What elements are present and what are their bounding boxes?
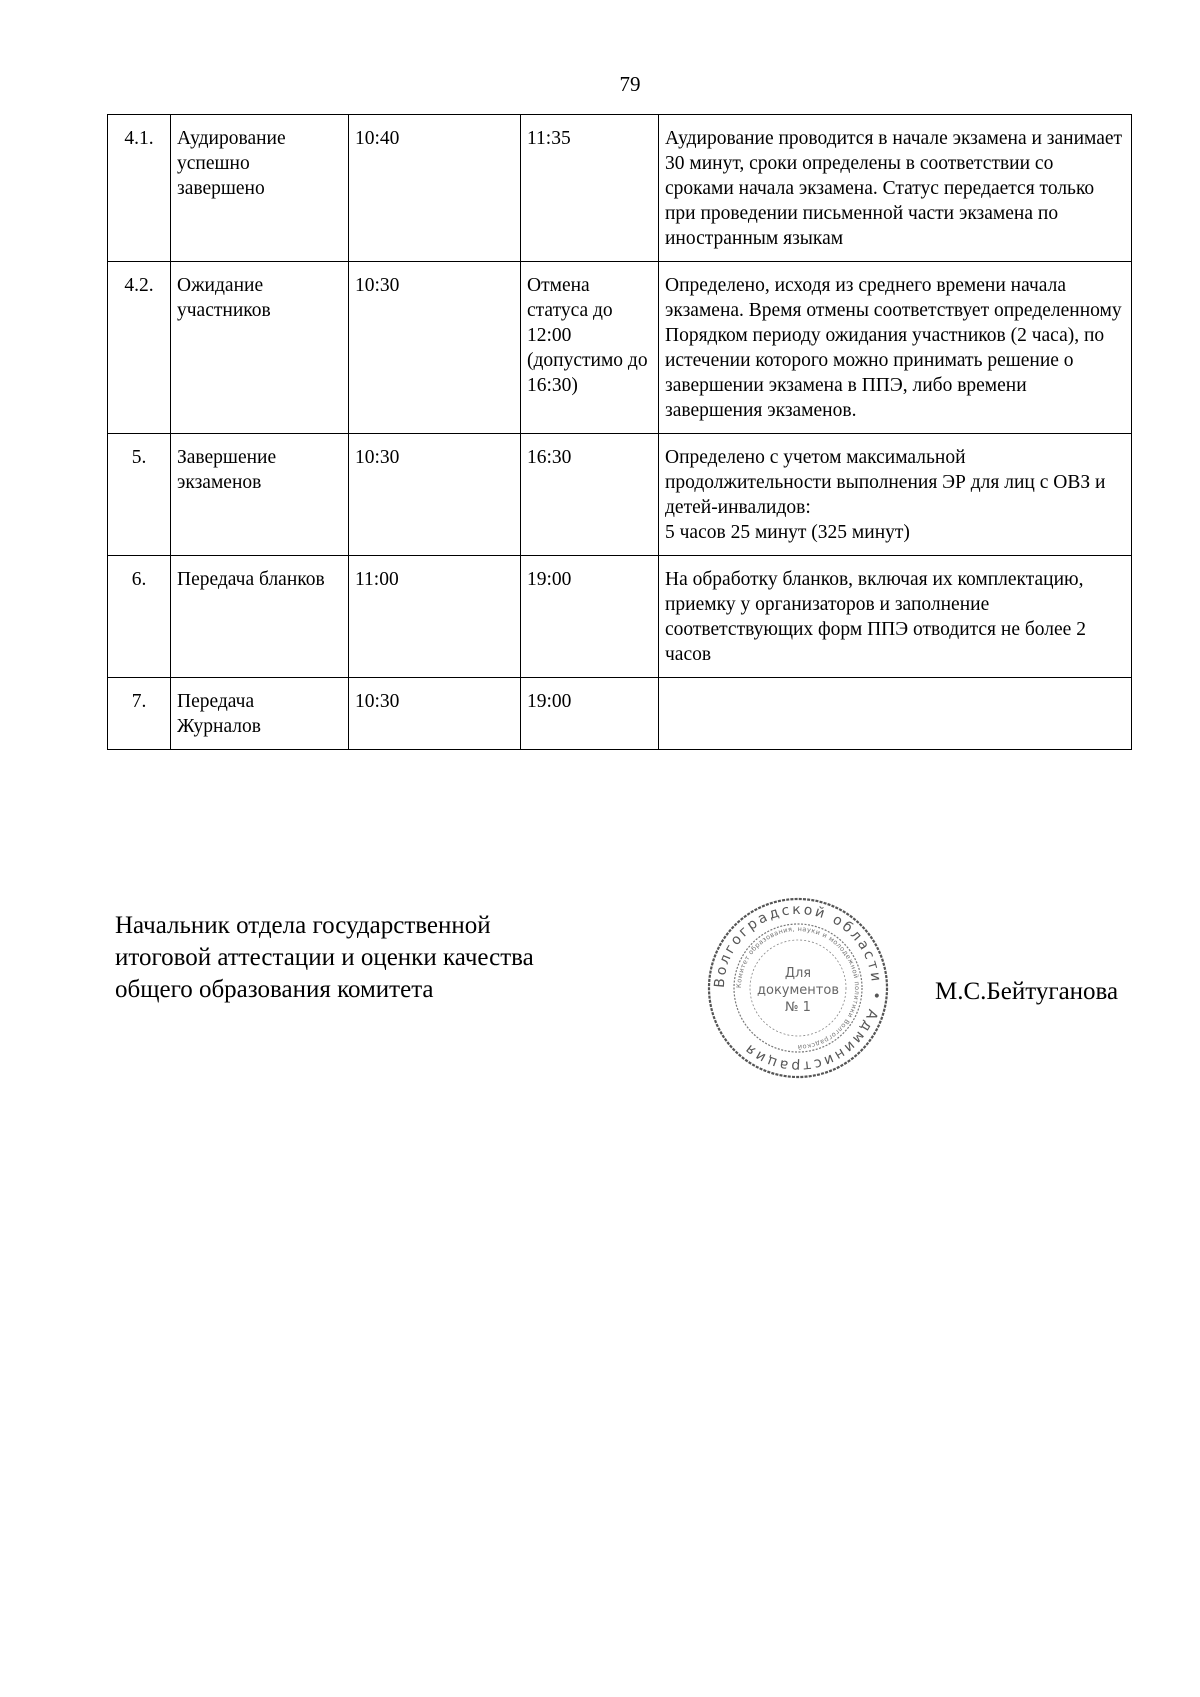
- row-number: 4.2.: [108, 262, 171, 434]
- status-name: Передача Журналов: [171, 678, 349, 750]
- page-number: 79: [619, 72, 641, 96]
- status-note: На обработку бланков, включая их комплектацию, приемку у организаторов и заполнение соответствующих форм ППЭ отводится не более 2 часов: [659, 556, 1132, 678]
- signer-position-line: итоговой аттестации и оценки качества: [115, 944, 534, 971]
- start-time: 10:40: [349, 115, 521, 262]
- start-time: 11:00: [349, 556, 521, 678]
- status-name: Завершение экзаменов: [171, 434, 349, 556]
- table-row: [108, 556, 1132, 678]
- status-note: Аудирование проводится в начале экзамена и занимает 30 минут, сроки определены в соответствии со сроками начала экзамена. Статус передается только при проведении письменной части экзамена по иностранным языкам: [659, 115, 1132, 262]
- end-time: 16:30: [521, 434, 659, 556]
- table-row: [108, 115, 1132, 262]
- row-number: 5.: [108, 434, 171, 556]
- row-number: 6.: [108, 556, 171, 678]
- status-note-extra: 5 часов 25 минут (325 минут): [665, 522, 910, 543]
- table-row: [108, 262, 1132, 434]
- signer-name: М.С.Бейтуганова: [935, 978, 1119, 1005]
- seal-center-line: № 1: [785, 1000, 811, 1015]
- signer-position-line: общего образования комитета: [115, 976, 434, 1003]
- seal-center-line: Для: [784, 966, 812, 981]
- table-row: [108, 434, 1132, 556]
- seal-outer-textpath: Волгоградской области • Администрация: [711, 901, 885, 1075]
- official-seal-stamp: [705, 895, 891, 1081]
- status-note: Определено, исходя из среднего времени начала экзамена. Время отмены соответствует определенному Порядком периоду ожидания участников (2 часа), по истечении которого можно принимать решение о завершении экзамена в ППЭ, либо времени завершения экзаменов.: [659, 262, 1132, 434]
- status-note: [659, 678, 1132, 750]
- end-time: 19:00: [521, 556, 659, 678]
- seal-center-line: документов: [757, 983, 839, 998]
- schedule-table: [107, 114, 1132, 750]
- seal-inner-textpath: Комитет образования, науки и молодежной политики Волгоградской: [734, 924, 862, 1052]
- row-number: 7.: [108, 678, 171, 750]
- status-note: Определено с учетом максимальной продолжительности выполнения ЭР для лиц с ОВЗ и детей-инвалидов:: [665, 447, 1106, 518]
- status-name: Аудирование успешно завершено: [171, 115, 349, 262]
- signer-position-line: Начальник отдела государственной: [115, 912, 491, 939]
- row-number: 4.1.: [108, 115, 171, 262]
- start-time: 10:30: [349, 262, 521, 434]
- status-name: Передача бланков: [171, 556, 349, 678]
- end-time: 19:00: [521, 678, 659, 750]
- status-name: Ожидание участников: [171, 262, 349, 434]
- table-row: [108, 678, 1132, 750]
- start-time: 10:30: [349, 434, 521, 556]
- start-time: 10:30: [349, 678, 521, 750]
- status-note-cell: [659, 434, 1132, 556]
- signer-position: [115, 910, 534, 1006]
- end-time: 11:35: [521, 115, 659, 262]
- end-time: Отмена статуса до 12:00 (допустимо до 16:30): [521, 262, 659, 434]
